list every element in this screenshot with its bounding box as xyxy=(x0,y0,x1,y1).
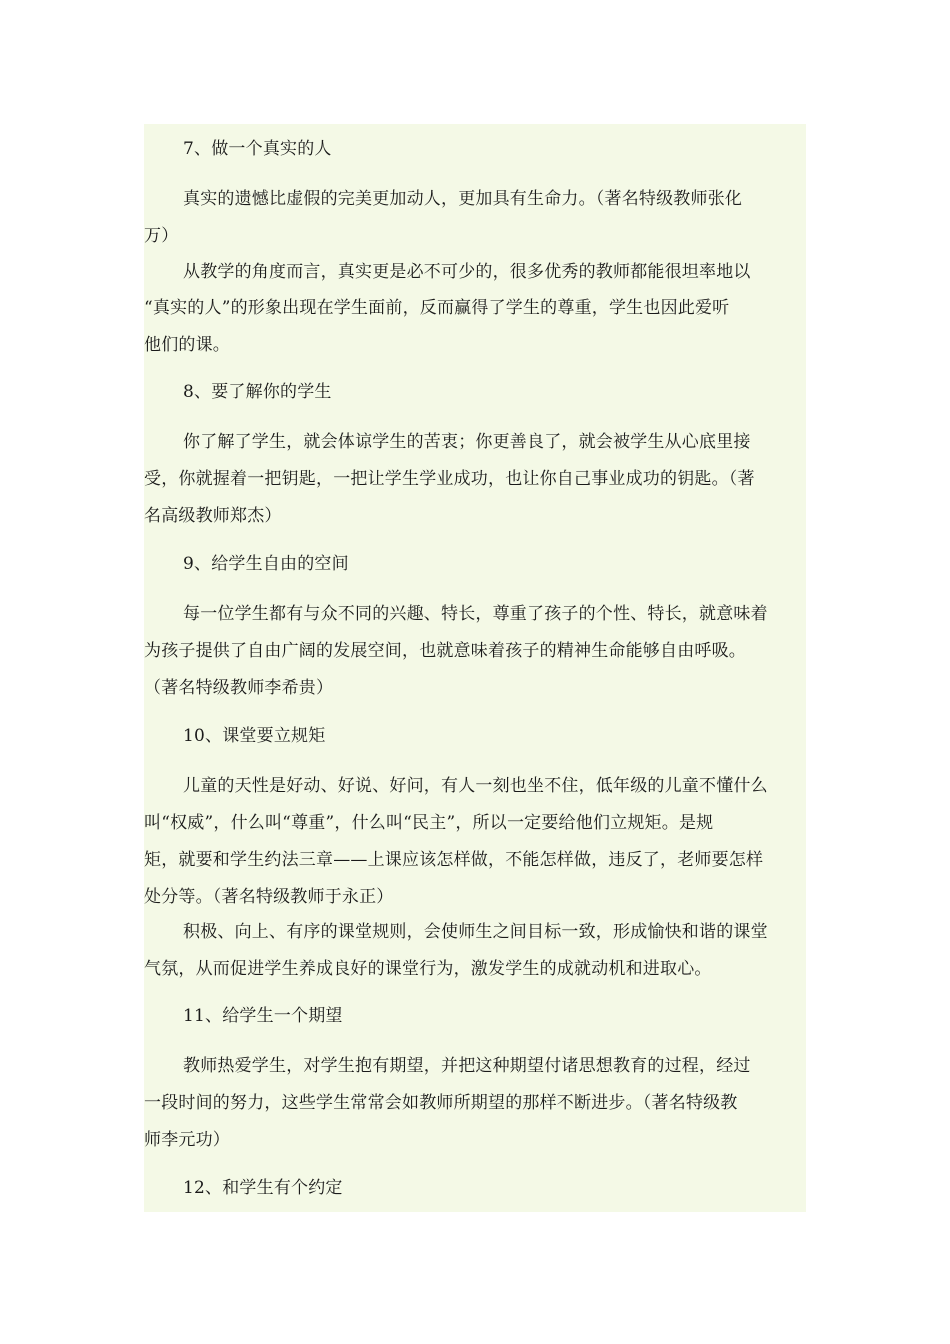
document-content-block xyxy=(144,124,806,1212)
paragraph-line: 每一位学生都有与众不同的兴趣、特长，尊重了孩子的个性、特长，就意味着 xyxy=(183,604,768,624)
paragraph-line: （著名特级教师李希贵） xyxy=(144,678,334,698)
paragraph-line: 矩，就要和学生约法三章——上课应该怎样做，不能怎样做，违反了，老师要怎样 xyxy=(144,850,764,870)
paragraph-line: 他们的课。 xyxy=(144,335,230,355)
section-heading: 9、给学生自由的空间 xyxy=(183,554,349,574)
paragraph-line: 儿童的天性是好动、好说、好问，有人一刻也坐不住，低年级的儿童不懂什么 xyxy=(183,776,768,796)
section-heading: 11、给学生一个期望 xyxy=(183,1006,343,1026)
paragraph-line: 从教学的角度而言，真实更是必不可少的，很多优秀的教师都能很坦率地以 xyxy=(183,262,751,282)
paragraph-line: 师李元功） xyxy=(144,1130,230,1150)
paragraph-line: 为孩子提供了自由广阔的发展空间，也就意味着孩子的精神生命能够自由呼吸。 xyxy=(144,641,746,661)
paragraph-line: 教师热爱学生，对学生抱有期望，并把这种期望付诸思想教育的过程，经过 xyxy=(183,1056,751,1076)
section-heading: 7、做一个真实的人 xyxy=(183,139,332,159)
section-heading: 12、和学生有个约定 xyxy=(183,1178,343,1198)
paragraph-line: 叫“权威”，什么叫“尊重”，什么叫“民主”，所以一定要给他们立规矩。是规 xyxy=(144,813,714,833)
paragraph-line: 你了解了学生，就会体谅学生的苦衷；你更善良了，就会被学生从心底里接 xyxy=(183,432,751,452)
paragraph-line: 气氛，从而促进学生养成良好的课堂行为，激发学生的成就动机和进取心。 xyxy=(144,959,712,979)
paragraph-line: 受，你就握着一把钥匙，一把让学生学业成功，也让你自己事业成功的钥匙。（著 xyxy=(144,469,755,489)
paragraph-line: 万） xyxy=(144,226,179,246)
section-heading: 10、课堂要立规矩 xyxy=(183,726,326,746)
paragraph-line: 名高级教师郑杰） xyxy=(144,506,282,526)
paragraph-line: 一段时间的努力，这些学生常常会如教师所期望的那样不断进步。（著名特级教 xyxy=(144,1093,738,1113)
paragraph-line: 处分等。（著名特级教师于永正） xyxy=(144,887,394,907)
paragraph-line: 积极、向上、有序的课堂规则，会使师生之间目标一致，形成愉快和谐的课堂 xyxy=(183,922,768,942)
paragraph-line: 真实的遗憾比虚假的完美更加动人，更加具有生命力。（著名特级教师张化 xyxy=(183,189,743,209)
section-heading: 8、要了解你的学生 xyxy=(183,382,332,402)
paragraph-line: “真实的人”的形象出现在学生面前，反而赢得了学生的尊重，学生也因此爱听 xyxy=(144,298,730,318)
